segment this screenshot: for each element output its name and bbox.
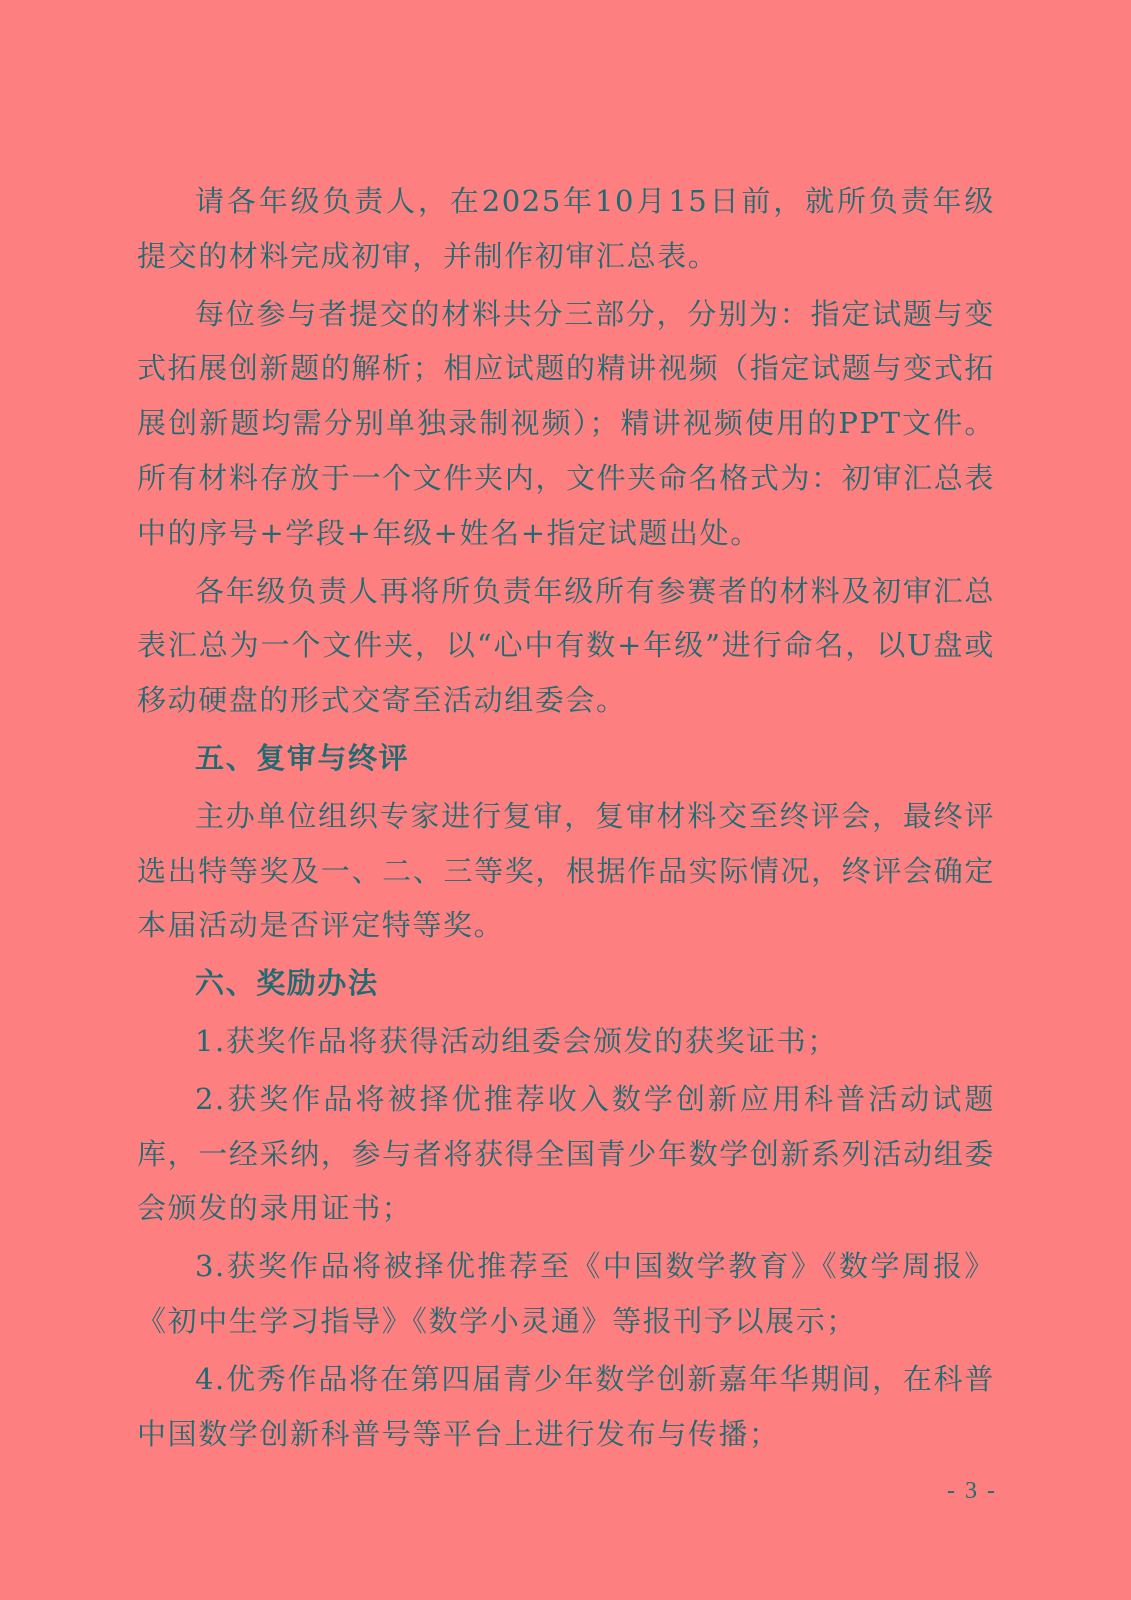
paragraph-preliminary-review: 请各年级负责人，在2025年10月15日前，就所负责年级提交的材料完成初审，并制作初审汇总表。 (137, 184, 995, 273)
award-item-4: 4.优秀作品将在第四届青少年数学创新嘉年华期间，在科普中国数学创新科普号等平台上进行发布与传播； (137, 1361, 995, 1451)
paragraph-grade-collection: 各年级负责人再将所负责年级所有参赛者的材料及初审汇总表汇总为一个文件夹，以“心中有数+年级”进行命名，以U盘或移动硬盘的形式交寄至活动组委会。 (137, 573, 995, 718)
award-item-2: 2.获奖作品将被择优推荐收入数学创新应用科普活动试题库，一经采纳，参与者将获得全国青少年数学创新系列活动组委会颁发的录用证书； (137, 1081, 995, 1226)
paragraph-submission-materials: 每位参与者提交的材料共分三部分，分别为：指定试题与变式拓展创新题的解析；相应试题的精讲视频（指定试题与变式拓展创新题均需分别单独录制视频）；精讲视频使用的PPT文件。所有材料存放于一个文件夹内，文件夹命名格式为：初审汇总表中的序号+学段+年级+姓名+指定试题出处。 (137, 296, 995, 550)
section-heading-review: 五、复审与终评 (195, 740, 410, 775)
award-item-1: 1.获奖作品将获得活动组委会颁发的获奖证书； (195, 1023, 838, 1058)
paragraph-final-review: 主办单位组织专家进行复审，复审材料交至终评会，最终评选出特等奖及一、二、三等奖，根据作品实际情况，终评会确定本届活动是否评定特等奖。 (137, 798, 995, 943)
page-number: - 3 - (947, 1478, 997, 1504)
document-body (137, 174, 995, 1464)
award-item-3: 3.获奖作品将被择优推荐至《中国数学教育》《数学周报》《初中生学习指导》《数学小灵通》等报刊予以展示； (137, 1249, 995, 1338)
section-heading-awards: 六、奖励办法 (195, 966, 379, 1001)
